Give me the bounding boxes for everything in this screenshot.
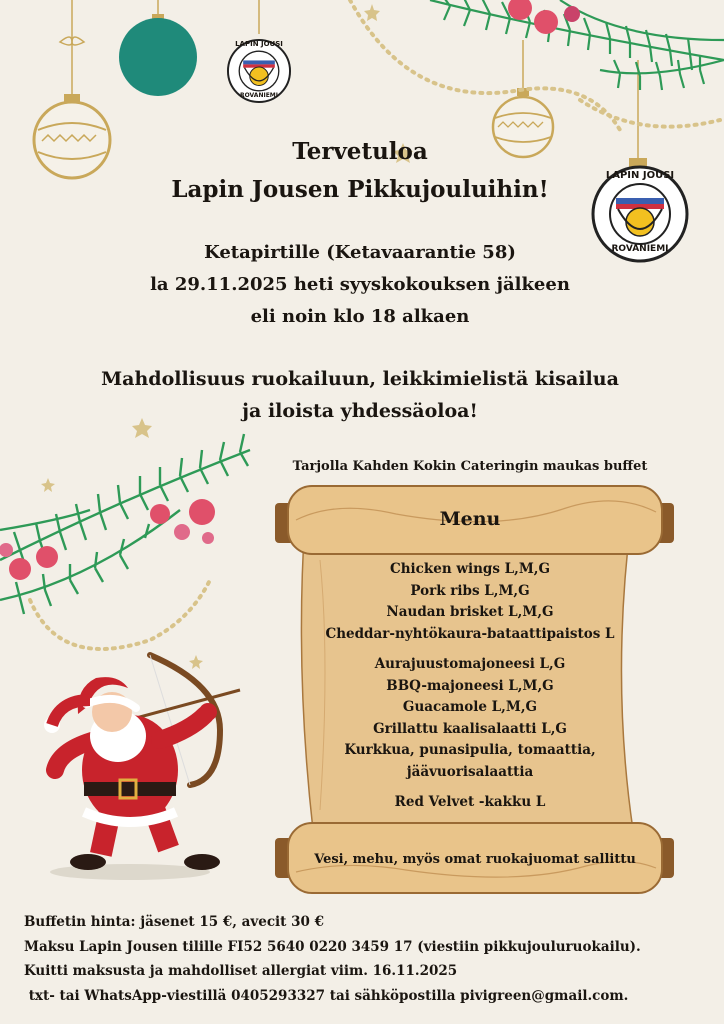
menu-item: Chicken wings L,M,G	[389, 561, 551, 577]
title-line-2: Lapin Jousen Pikkujouluihin!	[171, 176, 549, 203]
menu-item: Guacamole L,M,G	[402, 699, 538, 715]
event-date: la 29.11.2025 heti syyskokouksen jälkeen	[150, 274, 570, 295]
menu-item: Cheddar-nyhtökaura-bataattipaistos L	[325, 625, 615, 642]
logo-large-top-text: LAPIN JOUSI	[605, 170, 675, 181]
santa-archer-illustration	[44, 655, 240, 880]
menu-item: Pork ribs L,M,G	[410, 582, 530, 599]
deadline-line: Kuitti maksusta ja mahdolliset allergiat viim. 16.11.2025	[24, 963, 458, 979]
event-offer	[90, 363, 630, 427]
menu-item: Aurajuustomajoneesi L,G	[374, 656, 566, 672]
logo-small-bottom-text: ROVANIEMI	[240, 92, 278, 99]
menu-item: Grillattu kaalisalaatti L,G	[373, 720, 567, 737]
payment-line: Maksu Lapin Jousen tilille FI52 5640 0220 3459 17 (viestiin pikkujouluruokailu).	[24, 938, 641, 955]
buffet-intro: Tarjolla Kahden Kokin Cateringin maukas buffet	[292, 459, 648, 474]
menu-list	[300, 559, 640, 814]
menu-dessert: Red Velvet -kakku L	[394, 794, 546, 810]
menu-item: jäävuorisalaattia	[406, 763, 534, 780]
berries-left	[0, 499, 215, 580]
teal-ornament	[119, 0, 197, 96]
event-location: Ketapirtille (Ketavaarantie 58)	[204, 242, 516, 263]
event-info	[110, 237, 610, 333]
logo-small-top-text: LAPIN JOUSI	[235, 40, 283, 48]
menu-drinks: Vesi, mehu, myös omat ruokajuomat sallittu	[314, 852, 636, 867]
price-line: Buffetin hinta: jäsenet 15 €, avecit 30 €	[24, 914, 324, 930]
logo-large-bottom-text: ROVANIEMI	[611, 244, 669, 254]
welcome-title	[110, 133, 610, 209]
offer-line-2: ja iloista yhdessäoloa!	[242, 400, 478, 422]
payment-info	[24, 910, 714, 1008]
event-time: eli noin klo 18 alkaen	[250, 306, 470, 327]
menu-item: Kurkkua, punasipulia, tomaattia,	[344, 742, 596, 758]
title-line-1: Tervetuloa	[292, 138, 428, 165]
logo-small	[226, 38, 292, 104]
menu-title: Menu	[439, 508, 501, 530]
contact-line: txt- tai WhatsApp-viestillä 0405293327 tai sähköpostilla pivigreen@gmail.com.	[24, 987, 629, 1004]
menu-item: Naudan brisket L,M,G	[386, 604, 554, 620]
offer-line-1: Mahdollisuus ruokailuun, leikkimielistä kisailua	[101, 368, 619, 390]
menu-item: BBQ-majoneesi L,M,G	[386, 677, 554, 694]
pine-branch-left	[0, 434, 250, 614]
gold-ornament-left	[34, 0, 110, 178]
